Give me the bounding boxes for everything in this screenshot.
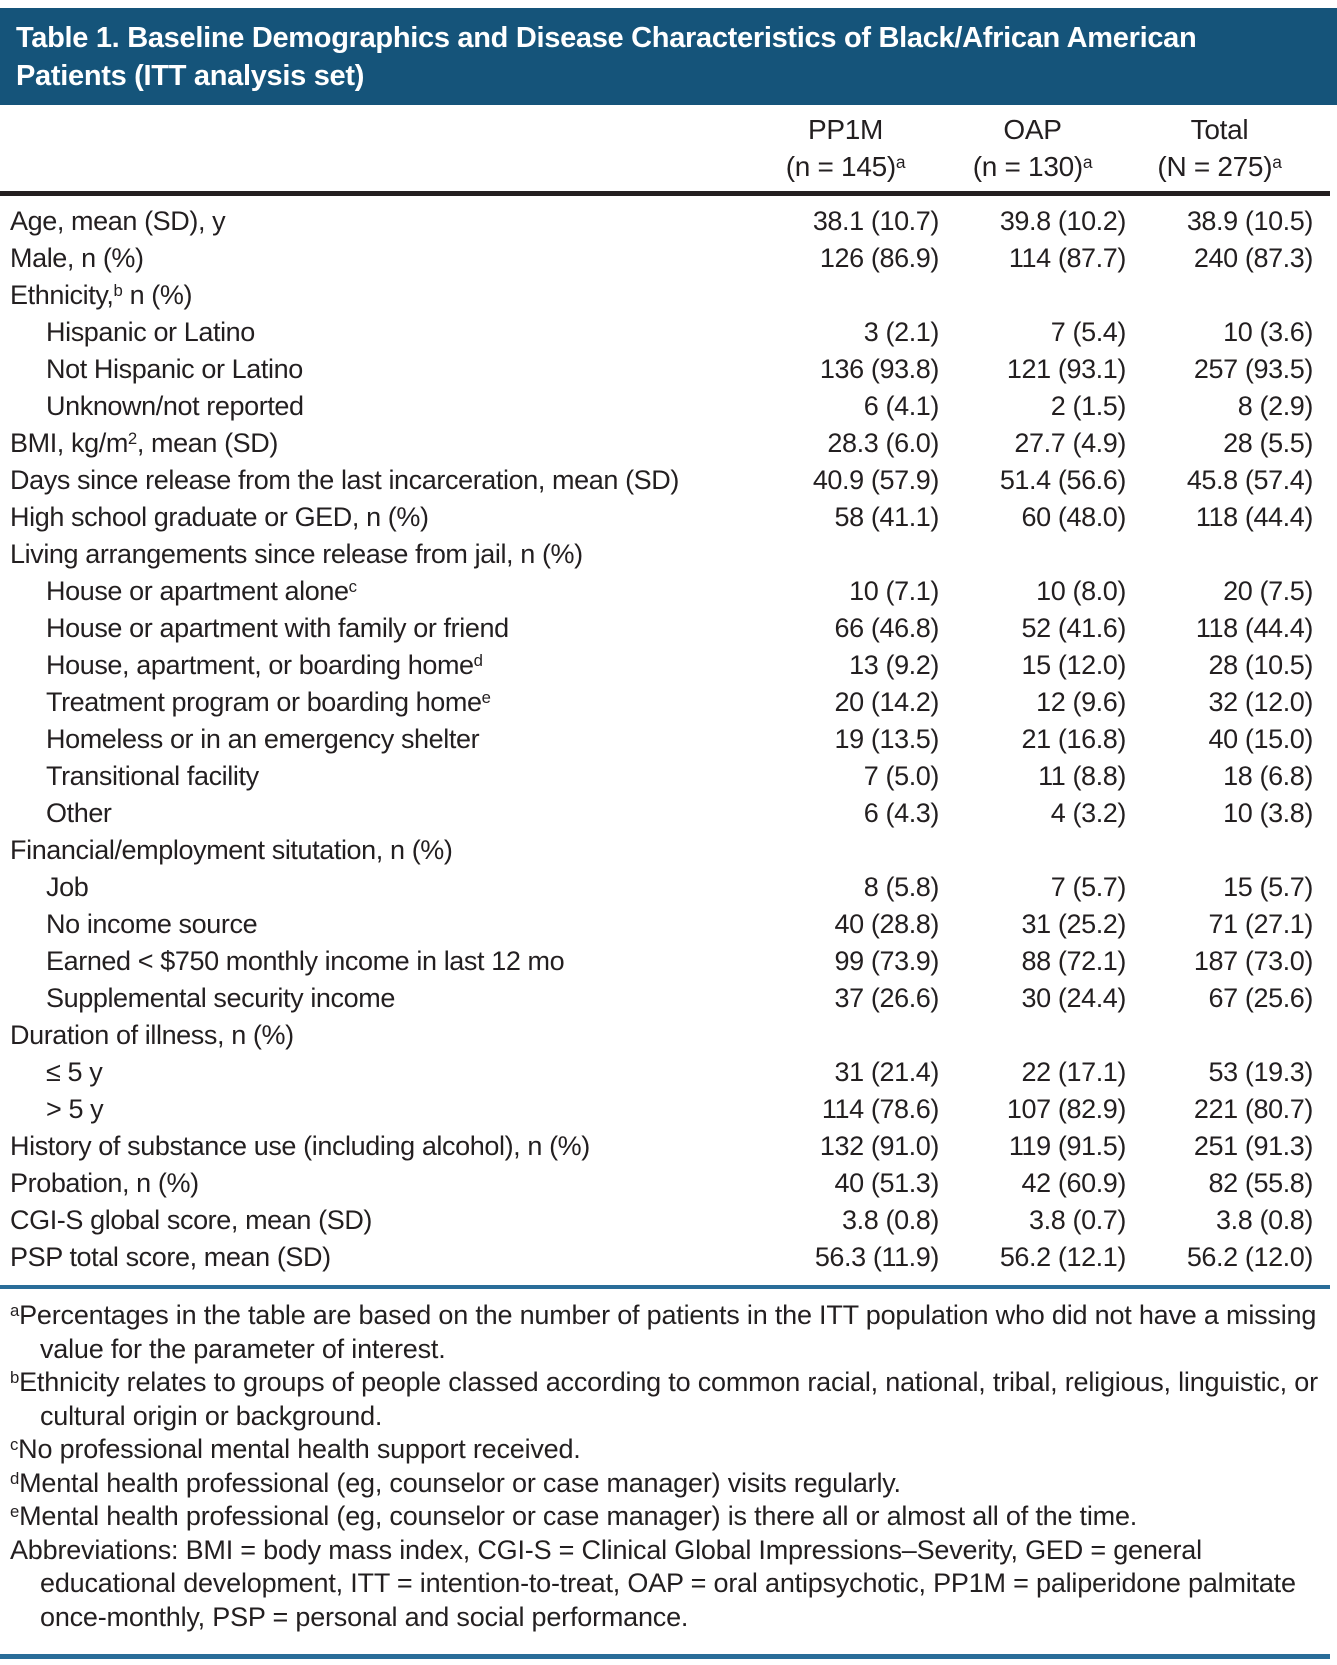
row-value [1126,1017,1313,1054]
row-value: 40 (28.8) [834,909,939,939]
table-row [10,758,1313,795]
row-label: BMI, $kg/m^2$, mean (SD) [10,428,278,458]
table-row [10,1054,1313,1091]
row-value: 4 (3.2) [1050,798,1126,828]
row-value: 56.2 (12.1) [999,1242,1126,1272]
row-value: 32 (12.0) [1208,687,1313,717]
table-title-bar [0,8,1337,105]
row-value: 56.3 (11.9) [814,1242,939,1272]
row-label: Unknown/not reported [46,391,304,421]
table-row [10,573,1313,610]
row-value: 30 (24.4) [1021,983,1126,1013]
footnotes [0,1289,1337,1634]
row-label: Hispanic or Latino [46,317,255,347]
row-value: 257 (93.5) [1193,354,1313,384]
row-label: CGI-S global score, mean (SD) [10,1205,373,1235]
row-label: Job [46,872,89,902]
row-value: 8 (5.8) [863,872,939,902]
table-row [10,610,1313,647]
row-value: 20 (14.2) [834,687,939,717]
row-label: House or apartment alone$^c$ [46,576,357,606]
table-row [10,1165,1313,1202]
row-value: 19 (13.5) [834,724,939,754]
row-value: 15 (12.0) [1021,650,1126,680]
footnote-marker-a: a [895,152,906,173]
table-row [10,1239,1313,1276]
row-value [939,832,1126,869]
row-value: 12 (9.6) [1036,687,1126,717]
table-row [10,721,1313,758]
row-value: 66 (46.8) [834,613,939,643]
row-value [1126,832,1313,869]
table-row [10,351,1313,388]
column-header-total [1126,111,1313,185]
row-value: 71 (27.1) [1208,909,1313,939]
column-header-oap-label: OAP [1003,114,1062,145]
row-label: Treatment program or boarding home$^e$ [46,687,491,717]
footnote-marker-d: d [473,651,483,671]
row-value: 3.8 (0.7) [1029,1205,1126,1235]
table-body [0,196,1337,1285]
footnote-marker-d: d [10,1468,20,1488]
table-row [10,1128,1313,1165]
footnote-marker-a: a [10,1301,20,1321]
footnote-marker-c: c [348,577,357,597]
table-row [10,425,1313,462]
row-value: 3.8 (0.8) [1216,1205,1313,1235]
row-label: House, apartment, or boarding home$^d$ [46,650,483,680]
row-value [752,832,939,869]
row-value: 88 (72.1) [1021,946,1126,976]
row-value [1126,536,1313,573]
table-row [10,980,1313,1017]
row-value [752,1017,939,1054]
row-value: 10 (8.0) [1036,576,1126,606]
row-label: Ethnicity,$^b$ n (%) [10,280,193,310]
figure-bottom-rule [0,1654,1330,1659]
row-value: 132 (91.0) [819,1131,939,1161]
row-label: House or apartment with family or friend [46,613,509,643]
row-label: No income source [46,909,258,939]
row-label: Duration of illness, n (%) [10,1020,294,1050]
row-value: 119 (91.5) [1008,1131,1126,1161]
column-header-total-label: Total [1190,114,1249,145]
row-label: Other [46,798,112,828]
row-value: 21 (16.8) [1021,724,1126,754]
row-value: 251 (91.3) [1193,1131,1313,1161]
row-value: 52 (41.6) [1021,613,1126,643]
table-row [10,943,1313,980]
row-value: 240 (87.3) [1193,243,1313,273]
table-row [10,462,1313,499]
row-value: 136 (93.8) [819,354,939,384]
row-value [939,1017,1126,1054]
column-header-pp1m-label: PP1M [807,114,884,145]
row-value: 18 (6.8) [1223,761,1313,791]
column-header-pp1m-n: (n = 145)$^a$ [785,151,906,182]
footnote-marker-a: a [1272,152,1282,173]
row-value: 7 (5.7) [1050,872,1126,902]
footnote-marker-b: b [10,1368,20,1388]
row-value: 118 (44.4) [1195,613,1313,643]
table-title: Table 1. Baseline Demographics and Disease Characteristics of Black/African American Patients (ITT analysis set) [16,21,1197,92]
row-value: 37 (26.6) [834,983,939,1013]
table-row [10,832,1313,869]
row-value: 31 (21.4) [834,1057,939,1087]
row-label: > 5 y [46,1094,104,1124]
row-label: Financial/employment situtation, n (%) [10,835,453,865]
footnote-marker-a: a [1082,152,1093,173]
row-label: Transitional facility [46,761,259,791]
row-label: Living arrangements since release from jail, n (%) [10,539,583,569]
row-value: 39.8 (10.2) [999,206,1126,236]
footnote-marker-e: e [481,688,491,708]
row-value: 28 (5.5) [1223,428,1313,458]
footnote-marker-b: b [113,281,123,301]
table-row [10,277,1313,314]
table-row [10,499,1313,536]
table-row [10,647,1313,684]
row-label: History of substance use (including alcohol), n (%) [10,1131,590,1161]
row-value: 28.3 (6.0) [827,428,939,458]
row-value: 3 (2.1) [863,317,939,347]
row-value: 10 (7.1) [849,576,939,606]
row-value: 121 (93.1) [1006,354,1126,384]
row-value: 40 (51.3) [834,1168,939,1198]
footnote-marker-c: c [10,1435,19,1455]
row-value: 31 (25.2) [1021,909,1126,939]
row-value: 6 (4.3) [863,798,939,828]
table-row [10,1017,1313,1054]
column-headers [0,105,1337,191]
footnote-marker-2: 2 [127,429,137,449]
row-value: 7 (5.0) [863,761,939,791]
row-label: Homeless or in an emergency shelter [46,724,480,754]
row-value: 45.8 (57.4) [1186,465,1313,495]
row-value: 13 (9.2) [849,650,939,680]
row-label: Male, n (%) [10,243,144,273]
row-value: 82 (55.8) [1208,1168,1313,1198]
row-label: PSP total score, mean (SD) [10,1242,331,1272]
table-row [10,1202,1313,1239]
row-label: Probation, n (%) [10,1168,199,1198]
table-row [10,314,1313,351]
row-label: Not Hispanic or Latino [46,354,303,384]
row-value: 107 (82.9) [1006,1094,1126,1124]
table-row [10,869,1313,906]
footnote-d: $^d$Mental health professional (eg, counselor or case manager) visits regularly. [10,1467,901,1498]
row-label: Supplemental security income [46,983,395,1013]
row-value: 6 (4.1) [863,391,939,421]
row-value: 221 (80.7) [1193,1094,1313,1124]
row-value: 67 (25.6) [1208,983,1313,1013]
table-row [10,1091,1313,1128]
row-value: 15 (5.7) [1223,872,1313,902]
row-value: 187 (73.0) [1193,946,1313,976]
row-value: 3.8 (0.8) [842,1205,939,1235]
row-label: Earned < $750 monthly income in last 12 mo [46,946,565,976]
footnote-a: $^a$Percentages in the table are based on the number of patients in the ITT population who did not have a missing value for the parameter of interest. [10,1300,1317,1364]
table-row [10,536,1313,573]
row-value: 40 (15.0) [1208,724,1313,754]
row-value: 10 (3.8) [1223,798,1313,828]
row-value: 38.1 (10.7) [812,206,939,236]
row-value: 7 (5.4) [1050,317,1126,347]
row-value: 11 (8.8) [1038,761,1126,791]
row-value: 38.9 (10.5) [1186,206,1313,236]
row-value: 27.7 (4.9) [1014,428,1126,458]
row-value: 42 (60.9) [1021,1168,1126,1198]
table-row [10,388,1313,425]
row-value: 51.4 (56.6) [999,465,1126,495]
table-row [10,795,1313,832]
footnote-e: $^e$Mental health professional (eg, counselor or case manager) is there all or almost all of the time. [10,1501,1138,1531]
row-value [752,277,939,314]
row-value: 60 (48.0) [1021,502,1126,532]
abbreviations-note: Abbreviations: BMI = body mass index, CGI-S = Clinical Global Impressions–Severity, GED = general educational development, ITT = intention-to-treat, OAP = oral antipsychotic, PP1M = paliperidone palmitate once-monthly, PSP = personal and social performance. [10,1534,1296,1632]
table-row [10,684,1313,721]
footnote-marker-e: e [10,1502,20,1522]
row-value: 56.2 (12.0) [1186,1242,1313,1272]
footnote-c: $^c$No professional mental health support received. [10,1434,581,1464]
row-value: 40.9 (57.9) [812,465,939,495]
row-value: 118 (44.4) [1195,502,1313,532]
row-value: 22 (17.1) [1021,1057,1126,1087]
row-value: 114 (87.7) [1008,243,1126,273]
row-value: 126 (86.9) [819,243,939,273]
table-row [10,203,1313,240]
row-value: 8 (2.9) [1237,391,1313,421]
footnote-b: $^b$Ethnicity relates to groups of people classed according to common racial, national, tribal, religious, linguistic, or cultural origin or background. [10,1367,1318,1431]
row-value: 99 (73.9) [834,946,939,976]
row-value [939,277,1126,314]
table-row [10,906,1313,943]
column-header-pp1m [752,111,939,185]
row-value: 58 (41.1) [834,502,939,532]
column-header-oap [939,111,1126,185]
row-value: 114 (78.6) [821,1094,939,1124]
column-header-total-n: (N = 275)$^a$ [1157,151,1282,182]
table-row [10,240,1313,277]
row-value [939,536,1126,573]
row-value: 10 (3.6) [1223,317,1313,347]
row-label: ≤ 5 y [46,1057,103,1087]
row-label: Age, mean (SD), y [10,206,226,236]
row-value: 2 (1.5) [1050,391,1126,421]
column-header-oap-n: (n = 130)$^a$ [972,151,1093,182]
row-value [1126,277,1313,314]
row-value: 28 (10.5) [1208,650,1313,680]
row-value: 53 (19.3) [1208,1057,1313,1087]
row-value [752,536,939,573]
row-value: 20 (7.5) [1223,576,1313,606]
row-label: High school graduate or GED, n (%) [10,502,429,532]
row-label: Days since release from the last incarceration, mean (SD) [10,465,679,495]
